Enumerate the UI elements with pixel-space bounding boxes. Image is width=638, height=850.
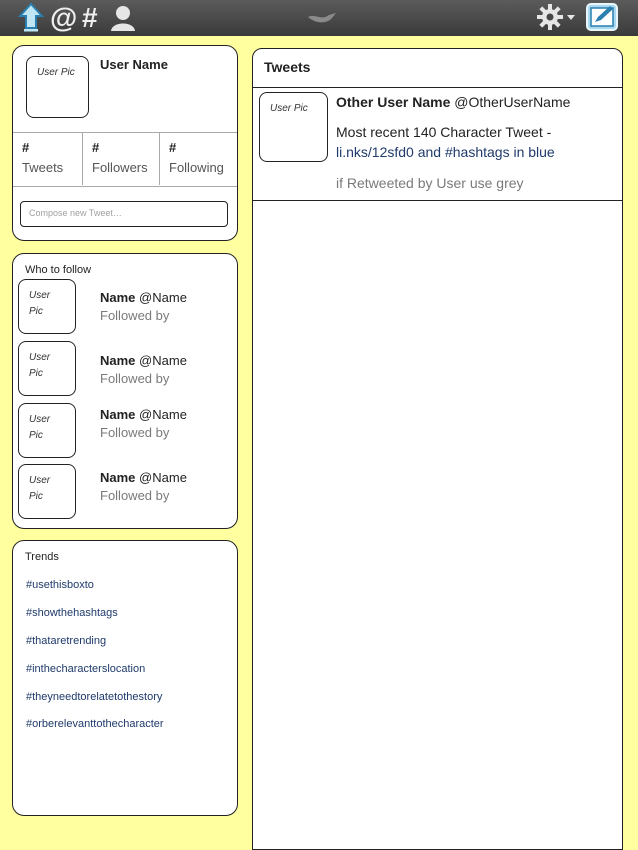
tweet-avatar[interactable]: User Pic <box>259 92 328 162</box>
suggestion-name-line <box>100 290 187 305</box>
suggestion-avatar[interactable]: User Pic <box>18 279 76 334</box>
trends-title: Trends <box>25 551 59 563</box>
timeline-title: Tweets <box>264 59 311 75</box>
gear-icon[interactable] <box>536 3 578 36</box>
suggestion-handle: @Name <box>139 353 187 368</box>
trend-link[interactable]: #showthehashtags <box>26 607 118 619</box>
followers-count-value: # <box>92 140 100 155</box>
tweet-retweet-note: if Retweeted by User use grey <box>336 175 524 191</box>
profile-card <box>12 45 238 241</box>
suggestion-handle: @Name <box>139 470 187 485</box>
chevron-down-icon <box>567 15 575 20</box>
tweet-author-handle[interactable]: @OtherUserName <box>454 94 571 110</box>
divider <box>253 200 622 201</box>
follow-suggestion[interactable] <box>13 403 237 459</box>
profile-stats <box>13 132 237 186</box>
trend-link[interactable]: #orberelevanttothecharacter <box>26 718 164 730</box>
bird-icon <box>307 9 337 30</box>
tweet-author-name[interactable]: Other User Name <box>336 94 451 110</box>
trend-link[interactable]: #usethisboxto <box>26 579 94 591</box>
trend-link[interactable]: #theyneedtorelatetothestory <box>26 691 163 703</box>
who-to-follow-card <box>12 253 238 529</box>
who-to-follow-title: Who to follow <box>25 264 92 276</box>
suggestion-name[interactable]: Name <box>100 470 136 485</box>
suggestion-name[interactable]: Name <box>100 290 136 305</box>
followers-count[interactable] <box>82 132 159 185</box>
trend-link[interactable]: #inthecharacterslocation <box>26 663 146 675</box>
trend-link[interactable]: #thataretrending <box>26 635 107 647</box>
user-icon[interactable] <box>109 4 137 37</box>
tweets-count-label: Tweets <box>22 160 64 175</box>
suggestion-name[interactable]: Name <box>100 353 136 368</box>
suggestion-avatar[interactable]: User Pic <box>18 341 76 396</box>
tweet-text: Most recent 140 Character Tweet - <box>336 124 552 140</box>
suggestion-followed-by: Followed by <box>100 488 170 503</box>
suggestion-handle: @Name <box>139 407 187 422</box>
suggestion-name-line <box>100 353 187 368</box>
tweet-header <box>336 94 570 110</box>
suggestion-name-line <box>100 470 187 485</box>
follow-suggestion[interactable] <box>13 464 237 520</box>
tweet-item[interactable] <box>253 88 622 200</box>
tweets-timeline <box>252 48 623 850</box>
suggestion-followed-by: Followed by <box>100 308 170 323</box>
tweet-link-text[interactable]: li.nks/12sfd0 and #hashtags in blue <box>336 144 555 160</box>
suggestion-avatar[interactable]: User Pic <box>18 464 76 519</box>
suggestion-name-line <box>100 407 187 422</box>
suggestion-followed-by: Followed by <box>100 371 170 386</box>
compose-tweet-input[interactable]: Compose new Tweet… <box>20 201 228 227</box>
compose-icon[interactable] <box>586 3 618 36</box>
trends-card <box>12 540 238 816</box>
suggestion-followed-by: Followed by <box>100 425 170 440</box>
suggestion-name[interactable]: Name <box>100 407 136 422</box>
suggestion-handle: @Name <box>139 290 187 305</box>
followers-count-label: Followers <box>92 160 148 175</box>
divider <box>13 186 237 187</box>
hashtag-icon[interactable]: # <box>82 2 98 33</box>
suggestion-avatar[interactable]: User Pic <box>18 403 76 458</box>
following-count-value: # <box>169 140 177 155</box>
top-bar <box>0 0 638 36</box>
home-arrow-icon[interactable] <box>18 2 44 37</box>
tweets-count-value: # <box>22 140 30 155</box>
follow-suggestion[interactable] <box>13 279 237 335</box>
following-count[interactable] <box>159 132 237 185</box>
profile-avatar[interactable]: User Pic <box>26 56 89 118</box>
mentions-icon[interactable]: @ <box>50 2 78 33</box>
follow-suggestion[interactable] <box>13 341 237 397</box>
tweets-count[interactable] <box>13 132 82 185</box>
profile-user-name[interactable]: User Name <box>100 57 168 72</box>
following-count-label: Following <box>169 160 224 175</box>
